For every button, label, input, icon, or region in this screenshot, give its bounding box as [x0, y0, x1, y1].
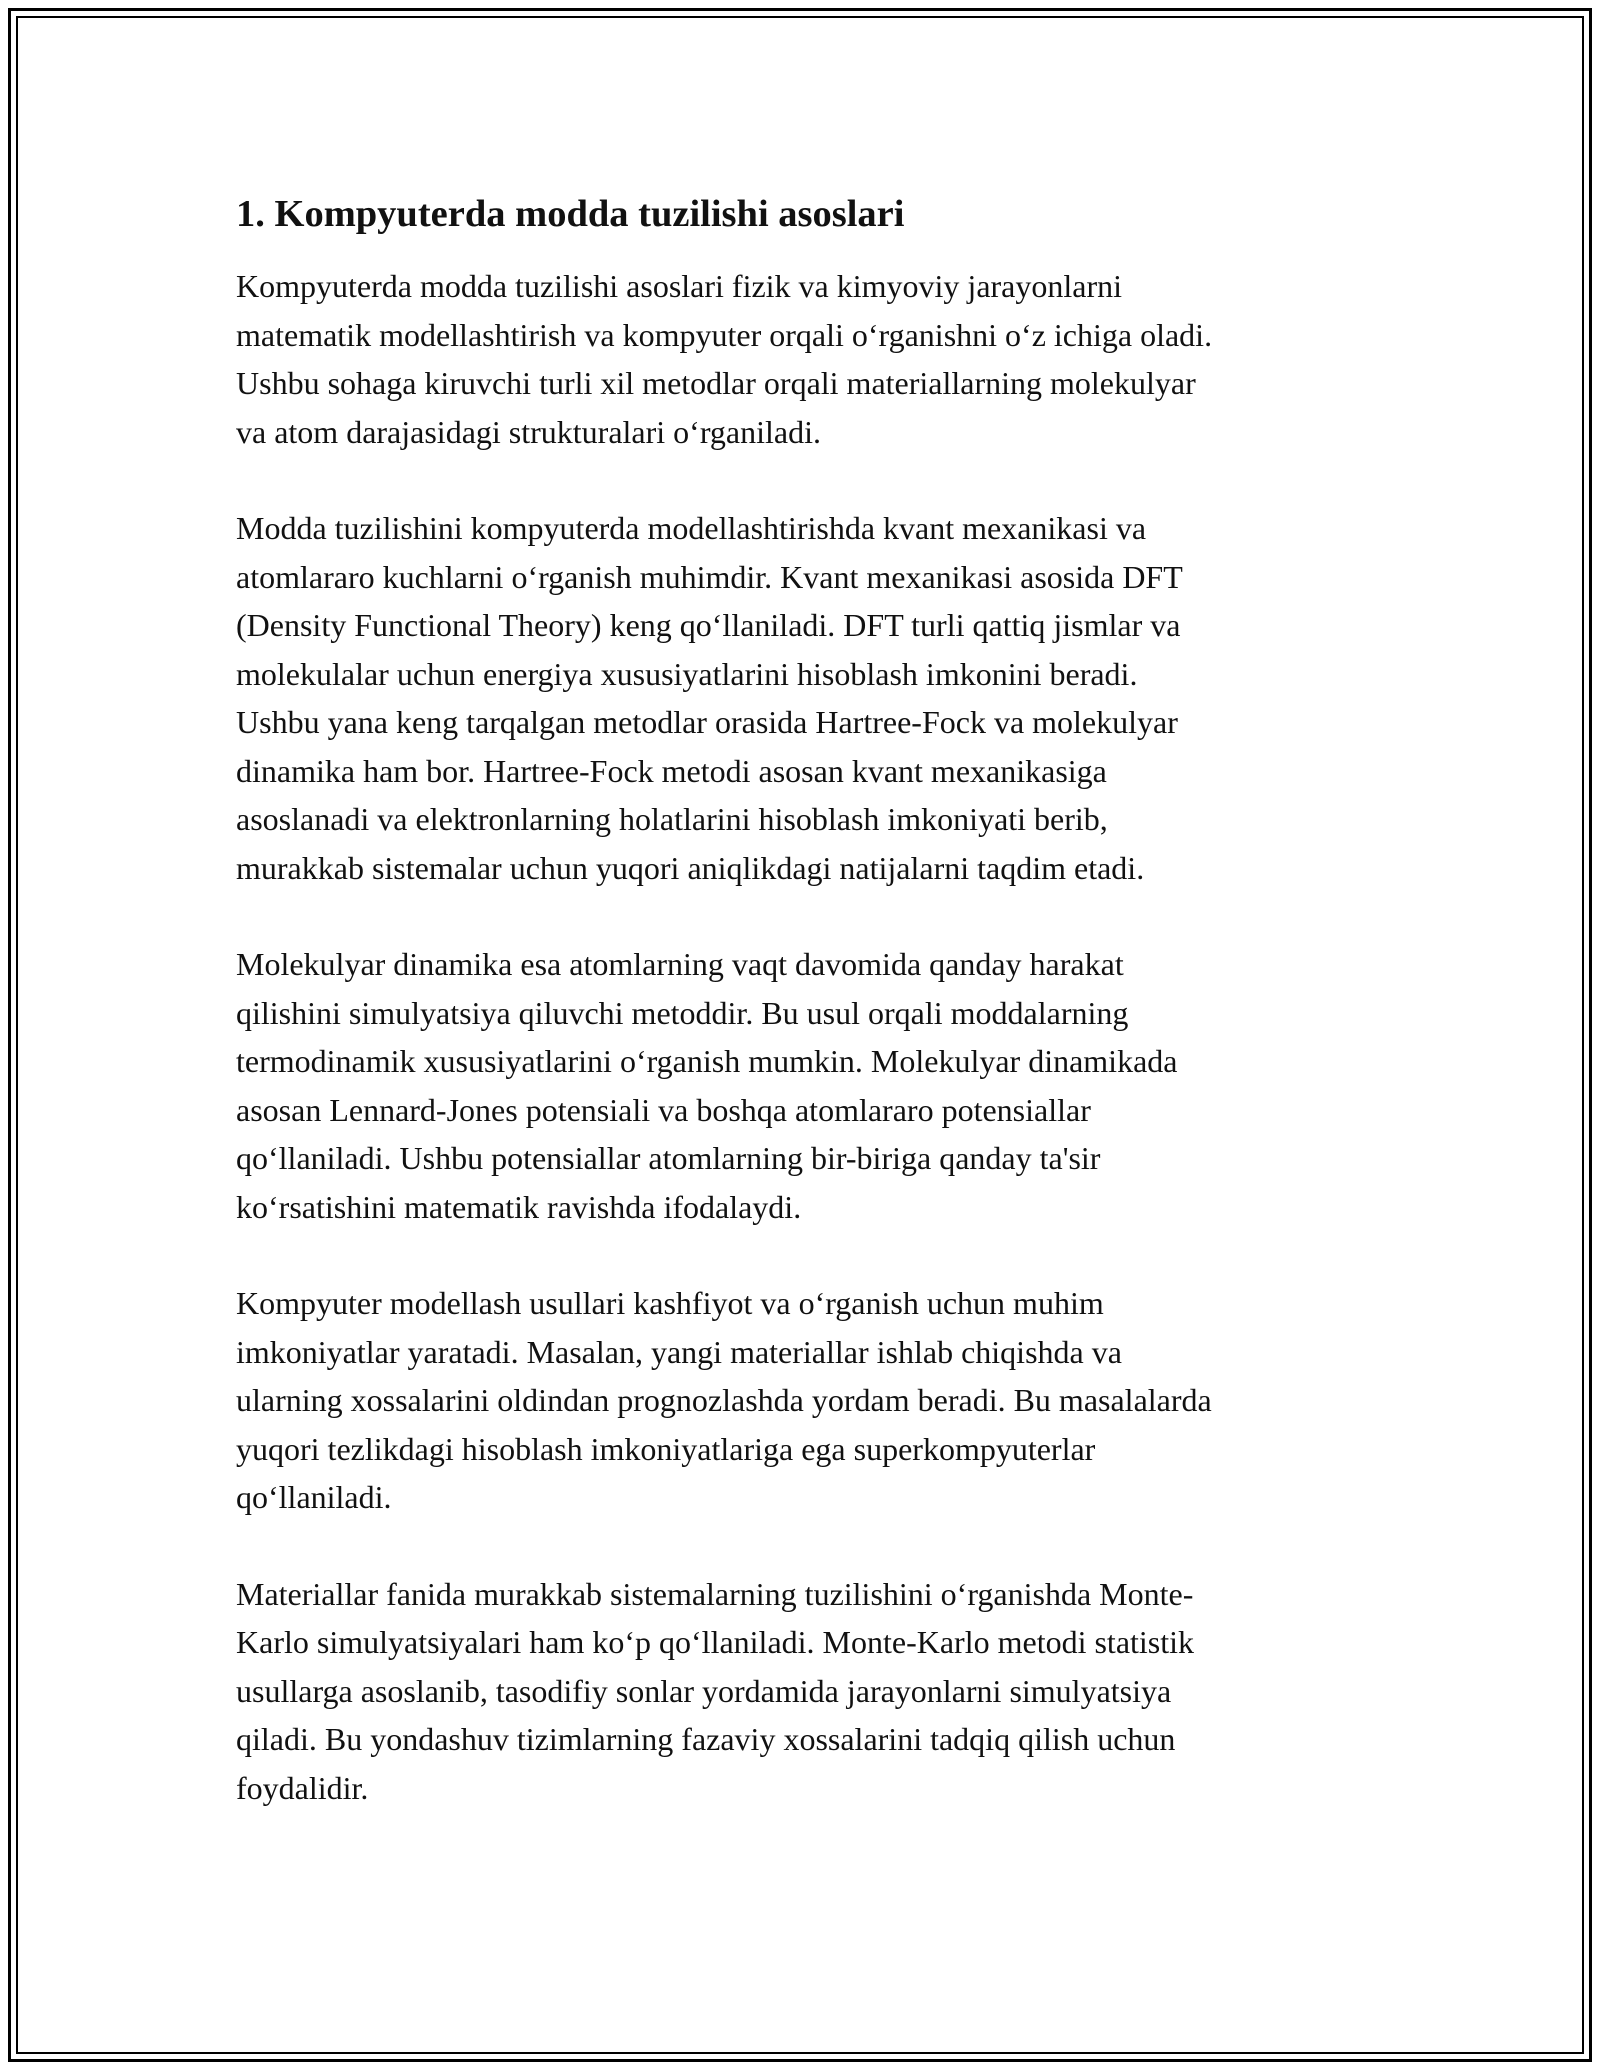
- paragraph-line: qilishini simulyatsiya qiluvchi metoddir. Bu usul orqali moddalarning: [236, 994, 1129, 1031]
- section-heading: 1. Kompyuterda modda tuzilishi asoslari: [236, 193, 905, 235]
- paragraph-line: Ushbu yana keng tarqalgan metodlar orasida Hartree-Fock va molekulyar: [236, 704, 1178, 740]
- paragraph-line: Kompyuterda modda tuzilishi asoslari fizik va kimyoviy jarayonlarni: [236, 268, 1123, 304]
- paragraph: [236, 1279, 1366, 1522]
- document-body: [236, 188, 1366, 1860]
- paragraph-line: Molekulyar dinamika esa atomlarning vaqt davomida qanday harakat: [236, 946, 1124, 982]
- paragraph-line: asosan Lennard-Jones potensiali va boshqa atomlararo potensiallar: [236, 1091, 1091, 1128]
- paragraph-line: Modda tuzilishini kompyuterda modellashtirishda kvant mexanikasi va: [236, 510, 1147, 546]
- paragraph-line: qoʻllaniladi.: [236, 1479, 392, 1515]
- paragraph-line: imkoniyatlar yaratadi. Masalan, yangi materiallar ishlab chiqishda va: [236, 1333, 1122, 1370]
- paragraph-list: [236, 262, 1366, 1812]
- paragraph: [236, 940, 1366, 1231]
- paragraph-line: (Density Functional Theory) keng qoʻllaniladi. DFT turli qattiq jismlar va: [236, 607, 1181, 643]
- paragraph-line: termodinamik xususiyatlarini oʻrganish mumkin. Molekulyar dinamikada: [236, 1043, 1178, 1079]
- paragraph-line: Kompyuter modellash usullari kashfiyot va oʻrganish uchun muhim: [236, 1285, 1104, 1321]
- paragraph: [236, 1570, 1366, 1813]
- paragraph-line: va atom darajasidagi strukturalari oʻrganiladi.: [236, 413, 821, 450]
- paragraph-line: qiladi. Bu yondashuv tizimlarning fazaviy xossalarini tadqiq qilish uchun: [236, 1721, 1176, 1757]
- paragraph-line: qoʻllaniladi. Ushbu potensiallar atomlarning bir-biriga qanday ta'sir: [236, 1140, 1101, 1176]
- paragraph-line: molekulalar uchun energiya xususiyatlarini hisoblash imkonini beradi.: [236, 655, 1138, 692]
- paragraph-line: atomlararo kuchlarni oʻrganish muhimdir. Kvant mexanikasi asosida DFT: [236, 558, 1183, 595]
- paragraph-line: usullarga asoslanib, tasodifiy sonlar yordamida jarayonlarni simulyatsiya: [236, 1672, 1172, 1709]
- paragraph-line: Ushbu sohaga kiruvchi turli xil metodlar orqali materiallarning molekulyar: [236, 365, 1196, 401]
- paragraph-line: yuqori tezlikdagi hisoblash imkoniyatlariga ega superkompyuterlar: [236, 1430, 1096, 1467]
- paragraph-line: Materiallar fanida murakkab sistemalarning tuzilishini oʻrganishda Monte-: [236, 1575, 1194, 1612]
- paragraph-line: asoslanadi va elektronlarning holatlarini hisoblash imkoniyati berib,: [236, 801, 1108, 837]
- paragraph-line: ularning xossalarini oldindan prognozlashda yordam beradi. Bu masalalarda: [236, 1382, 1212, 1418]
- paragraph-line: murakkab sistemalar uchun yuqori aniqlikdagi natijalarni taqdim etadi.: [236, 849, 1145, 886]
- paragraph: [236, 262, 1366, 456]
- paragraph-line: foydalidir.: [236, 1769, 369, 1806]
- paragraph-line: koʻrsatishini matematik ravishda ifodalaydi.: [236, 1188, 802, 1225]
- paragraph-line: dinamika ham bor. Hartree-Fock metodi asosan kvant mexanikasiga: [236, 752, 1107, 789]
- paragraph: [236, 504, 1366, 892]
- paragraph-line: matematik modellashtirish va kompyuter orqali oʻrganishni oʻz ichiga oladi.: [236, 316, 1213, 353]
- paragraph-line: Karlo simulyatsiyalari ham koʻp qoʻllaniladi. Monte-Karlo metodi statistik: [236, 1624, 1195, 1660]
